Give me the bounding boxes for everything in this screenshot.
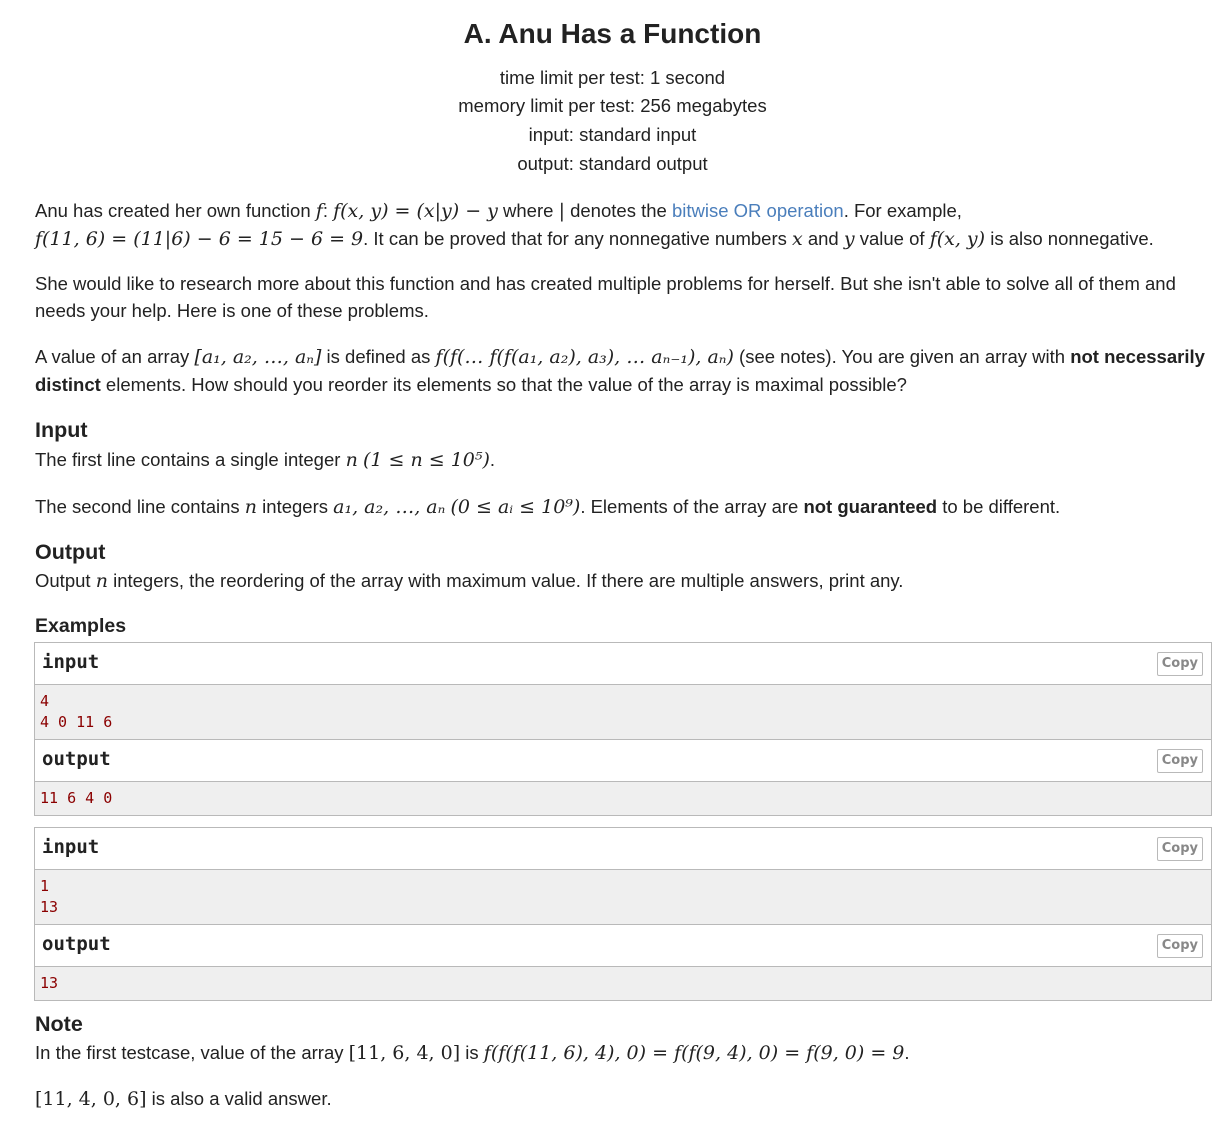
examples-heading: Examples [35, 615, 127, 637]
note-line-1: In the first testcase, value of the array [11, 6, 4, 0] is f(f(f(11, 6), 4), 0) = f(f(9, 4), 0) = f(9, 0) = 9. [35, 1042, 910, 1064]
input-line-2: The second line contains n integers a₁, a₂, …, aₙ (0 ≤ aᵢ ≤ 10⁹). Elements of the array are not guaranteed to be different. [35, 496, 1061, 518]
note-heading: Note [35, 1012, 83, 1036]
example-1-output-header: output Copy [35, 740, 1211, 782]
function-example: f(11, 6) = (11|6) − 6 = 15 − 6 = 9 [35, 228, 364, 250]
copy-button[interactable]: Copy [1157, 652, 1203, 676]
function-definition: f(x, y) = (x|y) − y [333, 200, 498, 222]
copy-button[interactable]: Copy [1157, 934, 1203, 958]
copy-button[interactable]: Copy [1157, 837, 1203, 861]
example-2 [34, 827, 1212, 1001]
example-1-input-header: input Copy [35, 643, 1211, 685]
problem-title: A. Anu Has a Function [463, 18, 762, 49]
bitwise-or-link[interactable]: bitwise OR operation [671, 200, 844, 221]
time-limit: time limit per test: 1 second [499, 67, 726, 88]
copy-button[interactable]: Copy [1157, 749, 1203, 773]
example-2-output-body: 13 [35, 967, 1211, 1000]
example-2-input-header: input Copy [35, 828, 1211, 870]
statement-paragraph-2: She would like to research more about this function and has created multiple problems for herself. But she isn't able to solve all of them and needs your help. Here is one of these problems. [35, 273, 1176, 321]
input-line-1: The first line contains a single integer n (1 ≤ n ≤ 10⁵). [35, 449, 496, 471]
output-heading: Output [35, 540, 106, 564]
example-1-input-body: 4 4 0 11 6 [35, 685, 1211, 740]
statement-paragraph-1: Anu has created her own function f: f(x, y) = (x|y) − y where | denotes the bitwise OR operation. For example, f(11, 6) = (11|6) − 6 = 15 − 6 = 9. It can be proved that for any nonnegative numbers x and y value of f(x, y) is also nonnegative. [35, 200, 1154, 250]
output-type: output: standard output [517, 153, 708, 174]
example-2-input-body: 1 13 [35, 870, 1211, 925]
input-type: input: standard input [528, 124, 697, 145]
example-1 [34, 642, 1212, 816]
example-1-output-body: 11 6 4 0 [35, 782, 1211, 815]
statement-paragraph-3: A value of an array [a₁, a₂, …, aₙ] is defined as f(f(… f(f(a₁, a₂), a₃), … aₙ₋₁), aₙ) (see notes). You are given an array with not necessarily distinct elements. How should you reorder its elements so that the value of the array is maximal possible? [35, 346, 1205, 395]
memory-limit: memory limit per test: 256 megabytes [458, 95, 767, 116]
output-line-1: Output n integers, the reordering of the array with maximum value. If there are multiple answers, print any. [35, 570, 904, 592]
note-line-2: [11, 4, 0, 6] is also a valid answer. [35, 1088, 332, 1110]
input-heading: Input [35, 418, 88, 442]
example-2-output-header: output Copy [35, 925, 1211, 967]
